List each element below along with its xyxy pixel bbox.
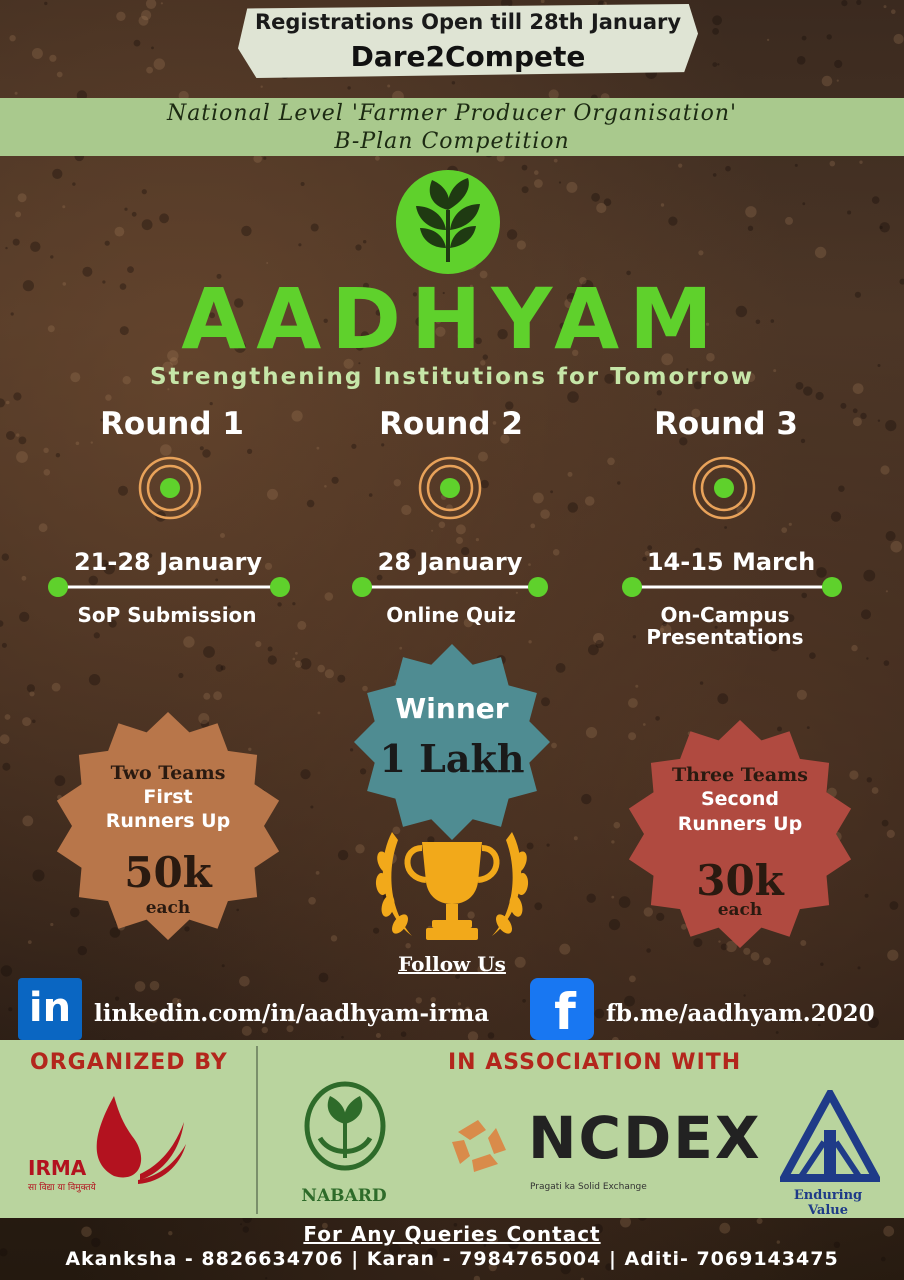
soil-speck [797, 56, 806, 65]
irma-logo-icon [84, 1092, 188, 1192]
round-2-title: Round 2 [379, 406, 523, 442]
soil-speck [657, 390, 662, 395]
soil-speck [887, 830, 895, 838]
soil-speck [325, 669, 334, 678]
soil-speck [712, 15, 722, 25]
irma-motto: सा विद्या या विमुक्तये [28, 1183, 96, 1193]
soil-speck [2, 763, 10, 771]
soil-speck [57, 72, 63, 78]
soil-speck [507, 229, 517, 239]
soil-speck [594, 1009, 604, 1019]
soil-speck [884, 660, 890, 666]
soil-speck [268, 655, 277, 664]
nabard-logo-icon [300, 1080, 390, 1184]
soil-speck [261, 86, 263, 88]
soil-speck [809, 652, 816, 659]
soil-speck [547, 844, 550, 847]
soil-speck [32, 720, 36, 724]
soil-speck [712, 62, 717, 67]
soil-speck [308, 897, 316, 905]
soil-speck [338, 850, 348, 860]
soil-speck [534, 179, 543, 188]
soil-speck [52, 169, 62, 179]
soil-speck [30, 242, 40, 252]
soil-speck [629, 976, 636, 983]
rounds-timeline [0, 450, 904, 610]
soil-speck [311, 224, 319, 232]
soil-speck [376, 1033, 381, 1038]
soil-speck [6, 401, 10, 405]
soil-speck [668, 217, 677, 226]
soil-speck [292, 410, 303, 421]
soil-speck [146, 0, 156, 9]
soil-speck [295, 661, 302, 668]
soil-speck [834, 60, 842, 68]
soil-speck [141, 10, 151, 20]
winner-label: Winner [395, 692, 509, 725]
soil-speck [596, 203, 606, 213]
soil-speck [581, 794, 591, 804]
soil-speck [5, 714, 11, 720]
soil-speck [802, 202, 805, 205]
soil-speck [146, 67, 153, 74]
soil-speck [853, 408, 858, 413]
soil-speck [239, 976, 250, 987]
soil-speck [822, 76, 833, 87]
soil-speck [241, 226, 251, 236]
soil-speck [33, 870, 45, 882]
round-2-description-line1: Online Quiz [386, 603, 516, 627]
soil-speck [847, 211, 851, 215]
soil-speck [293, 658, 296, 661]
soil-speck [522, 186, 529, 193]
soil-speck [15, 211, 21, 217]
soil-speck [72, 182, 75, 185]
soil-speck [574, 836, 578, 840]
round-3-description [585, 604, 865, 648]
soil-speck [890, 901, 899, 910]
soil-speck [142, 189, 147, 194]
soil-speck [94, 632, 100, 638]
soil-speck [22, 717, 31, 726]
soil-speck [135, 981, 146, 992]
soil-speck [318, 712, 321, 715]
soil-speck [8, 1007, 12, 1011]
soil-speck [614, 822, 621, 829]
soil-speck [381, 443, 384, 446]
soil-speck [316, 871, 320, 875]
irma-name: IRMA [28, 1156, 87, 1180]
soil-speck [661, 203, 664, 206]
soil-speck [611, 896, 614, 899]
soil-speck [105, 394, 111, 400]
soil-speck [18, 193, 27, 202]
soil-speck [586, 727, 597, 738]
ncdex-logo-icon [448, 1114, 512, 1178]
second-runner-label: Runners Up [677, 813, 803, 835]
soil-speck [29, 691, 34, 696]
soil-speck [347, 86, 350, 89]
soil-speck [6, 431, 15, 440]
soil-speck [860, 413, 866, 419]
soil-speck [522, 165, 528, 171]
soil-speck [534, 902, 542, 910]
round-3-date: 14-15 March [646, 548, 816, 576]
soil-speck [32, 48, 43, 59]
soil-speck [856, 0, 861, 5]
soil-speck [142, 219, 153, 230]
first-runner-count: Two Teams [110, 762, 226, 784]
soil-speck [115, 227, 125, 237]
soil-speck [611, 840, 614, 843]
soil-speck [351, 444, 356, 449]
soil-speck [452, 81, 455, 84]
soil-speck [310, 806, 313, 809]
brand-name: AADHYAM [181, 270, 723, 368]
second-runner-rank: Second [700, 788, 779, 810]
soil-speck [178, 673, 183, 678]
round-1-target-icon [140, 458, 200, 518]
soil-speck [300, 769, 310, 779]
soil-speck [867, 777, 872, 782]
soil-speck [866, 657, 868, 659]
contact-heading: For Any Queries Contact [303, 1222, 601, 1246]
soil-speck [221, 665, 226, 670]
soil-speck [841, 0, 847, 6]
association-heading: IN ASSOCIATION WITH [448, 1050, 742, 1075]
soil-speck [203, 693, 210, 700]
soil-speck [337, 675, 345, 683]
round-2-date: 28 January [377, 548, 523, 576]
soil-speck [554, 159, 558, 163]
soil-speck [522, 999, 526, 1003]
round-3-description-line2: Presentations [646, 625, 804, 649]
round-1-date: 21-28 January [73, 548, 263, 576]
soil-speck [566, 182, 577, 193]
soil-speck [725, 166, 731, 172]
soil-speck [802, 36, 807, 41]
soil-speck [213, 691, 222, 700]
soil-speck [295, 652, 298, 655]
soil-speck [134, 40, 141, 47]
soil-speck [13, 392, 21, 400]
soil-speck [882, 820, 889, 827]
soil-speck [0, 734, 10, 744]
first-runner-each: each [145, 898, 191, 918]
itc-tagline: Enduring Value [793, 1188, 863, 1218]
soil-speck [262, 1027, 268, 1033]
soil-speck [16, 433, 19, 436]
soil-speck [488, 1032, 495, 1039]
soil-speck [132, 212, 137, 217]
soil-speck [13, 239, 20, 246]
soil-speck [151, 47, 154, 50]
round-3-description-line1: On-Campus [660, 603, 790, 627]
soil-speck [474, 1276, 480, 1280]
soil-speck [556, 663, 566, 673]
round-2-timeline-bar [352, 577, 548, 597]
first-runner-rank: First [143, 786, 193, 808]
soil-speck [872, 787, 879, 794]
soil-speck [853, 417, 862, 426]
soil-speck [635, 685, 638, 688]
soil-speck [872, 196, 880, 204]
competition-title-line1: National Level 'Farmer Producer Organisation' [166, 101, 738, 126]
soil-speck [105, 241, 110, 246]
soil-speck [567, 391, 579, 403]
facebook-icon-glyph: f [554, 983, 576, 1040]
soil-speck [717, 63, 719, 65]
ncdex-tagline: Pragati ka Solid Exchange [530, 1182, 647, 1192]
round-2-description [311, 604, 591, 626]
soil-speck [317, 665, 325, 673]
second-runner-amount: 30k [696, 856, 784, 905]
soil-speck [263, 157, 266, 160]
follow-us-heading: Follow Us [398, 952, 506, 976]
round-1-description [27, 604, 307, 626]
soil-speck [268, 647, 273, 652]
soil-speck [885, 420, 896, 431]
competition-title [0, 98, 904, 156]
round-2-target-icon [420, 458, 480, 518]
soil-speck [700, 681, 703, 684]
soil-speck [301, 182, 305, 186]
linkedin-link[interactable]: linkedin.com/in/aadhyam-irma [94, 1000, 490, 1027]
soil-speck [795, 164, 798, 167]
soil-speck [49, 55, 56, 62]
soil-speck [203, 646, 215, 658]
soil-speck [776, 1031, 779, 1034]
soil-speck [44, 2, 47, 5]
registration-platform[interactable]: Dare2Compete [350, 40, 586, 73]
soil-speck [161, 2, 163, 4]
soil-speck [154, 58, 165, 69]
ncdex-name: NCDEX [528, 1104, 762, 1172]
round-1-timeline-bar [48, 577, 290, 597]
itc-logo-icon [780, 1090, 880, 1186]
soil-speck [884, 5, 887, 8]
soil-speck [880, 222, 890, 232]
soil-speck [587, 894, 596, 903]
competition-title-line2: B-Plan Competition [334, 129, 570, 154]
soil-speck [797, 690, 807, 700]
brand-tagline: Strengthening Institutions for Tomorrow [149, 364, 755, 390]
soil-speck [767, 39, 769, 41]
soil-speck [815, 247, 826, 258]
soil-speck [9, 35, 15, 41]
soil-speck [15, 92, 18, 95]
soil-speck [255, 641, 261, 647]
soil-speck [591, 193, 600, 202]
soil-speck [816, 392, 824, 400]
soil-speck [19, 437, 27, 445]
soil-speck [712, 28, 719, 35]
soil-speck [28, 940, 32, 944]
first-runner-label: Runners Up [105, 810, 231, 832]
soil-speck [183, 636, 194, 647]
trophy-icon [372, 822, 532, 946]
soil-speck [150, 981, 160, 991]
soil-speck [541, 0, 545, 3]
soil-speck [678, 164, 682, 168]
soil-speck [27, 684, 35, 692]
soil-speck [2, 643, 7, 648]
soil-speck [266, 262, 268, 264]
round-1-description-line1: SoP Submission [77, 603, 257, 627]
soil-speck [859, 161, 862, 164]
soil-speck [363, 240, 366, 243]
linkedin-icon[interactable] [18, 978, 82, 1040]
soil-speck [628, 698, 638, 708]
soil-speck [534, 170, 539, 175]
soil-speck [159, 213, 169, 223]
soil-speck [5, 247, 7, 249]
soil-speck [517, 240, 526, 249]
organized-by-heading: ORGANIZED BY [30, 1050, 228, 1075]
soil-speck [22, 816, 33, 827]
soil-speck [355, 844, 364, 853]
soil-speck [210, 402, 213, 405]
sponsors-divider [256, 1046, 258, 1214]
soil-speck [76, 442, 80, 446]
facebook-icon[interactable] [530, 978, 594, 1040]
round-3-title: Round 3 [654, 406, 798, 442]
soil-speck [401, 1031, 407, 1037]
soil-speck [713, 173, 717, 177]
soil-speck [748, 226, 753, 231]
soil-speck [609, 919, 620, 930]
soil-speck [878, 420, 880, 422]
soil-speck [698, 250, 703, 255]
linkedin-icon-glyph: in [28, 985, 72, 1031]
soil-speck [331, 935, 337, 941]
soil-speck [894, 34, 904, 44]
soil-speck [559, 181, 561, 183]
soil-speck [52, 683, 61, 692]
facebook-link[interactable]: fb.me/aadhyam.2020 [606, 1000, 875, 1027]
registration-deadline: Registrations Open till 28th January [254, 10, 682, 34]
soil-speck [375, 156, 380, 161]
soil-speck [387, 85, 390, 88]
soil-speck [891, 9, 896, 14]
soil-speck [745, 206, 756, 217]
nabard-name: NABARD [301, 1186, 387, 1206]
soil-speck [837, 80, 839, 82]
first-runner-amount: 50k [124, 848, 212, 897]
soil-speck [743, 994, 745, 996]
round-3-timeline-bar [622, 577, 842, 597]
round-3-target-icon [694, 458, 754, 518]
soil-speck [265, 1277, 267, 1279]
leaf-logo-icon [392, 166, 504, 278]
soil-speck [89, 674, 100, 685]
soil-speck [0, 398, 5, 407]
soil-speck [830, 161, 836, 167]
soil-speck [341, 1036, 344, 1039]
soil-speck [298, 243, 301, 246]
winner-amount: 1 Lakh [379, 736, 525, 781]
second-runner-each: each [717, 900, 763, 920]
soil-speck [355, 244, 361, 250]
soil-speck [717, 693, 728, 704]
round-1-title: Round 1 [100, 406, 244, 442]
soil-speck [62, 205, 65, 208]
contact-numbers: Akanksha - 8826634706 | Karan - 7984765004 | Aditi- 7069143475 [65, 1248, 839, 1270]
second-runner-count: Three Teams [672, 764, 808, 786]
soil-speck [242, 1026, 252, 1036]
soil-speck [865, 894, 869, 898]
soil-speck [827, 34, 832, 39]
soil-speck [0, 620, 3, 627]
soil-speck [124, 208, 127, 211]
soil-speck [785, 217, 793, 225]
soil-speck [50, 255, 53, 258]
soil-speck [116, 12, 125, 21]
